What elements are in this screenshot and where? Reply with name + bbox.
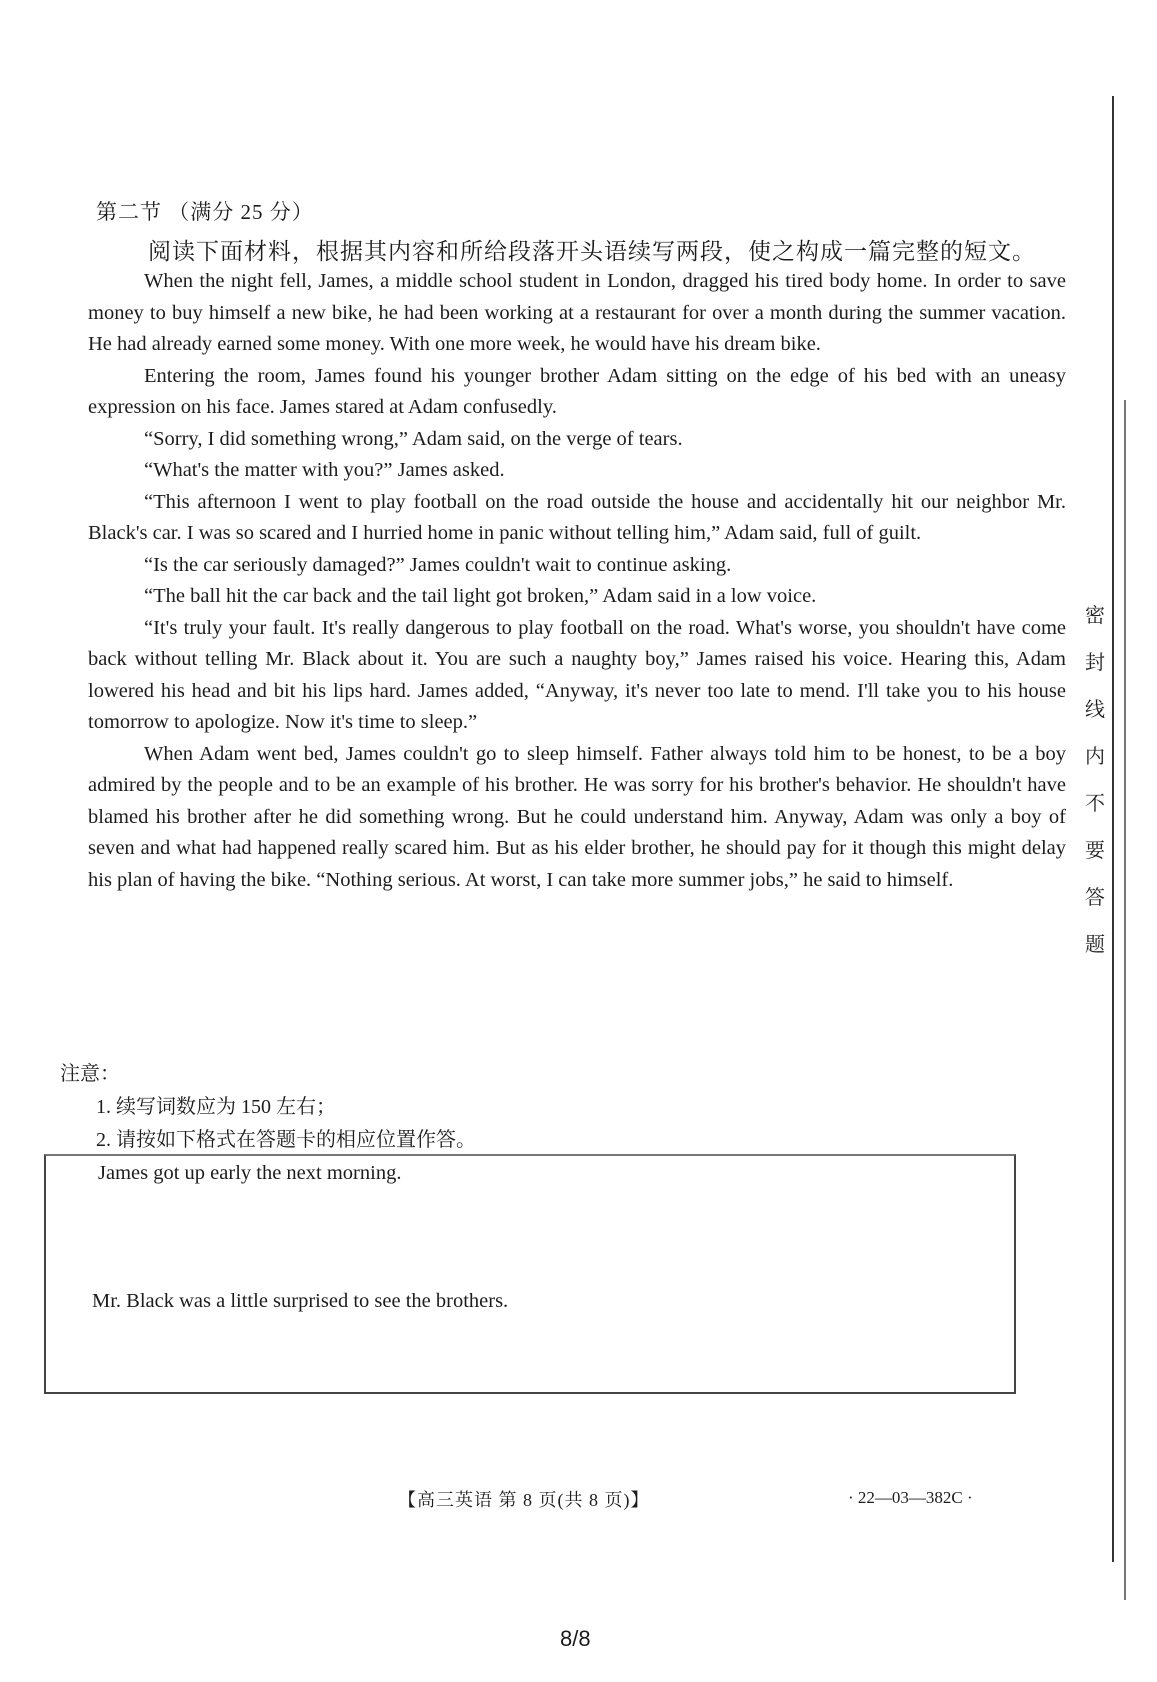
notes-section (60, 1058, 476, 1157)
reading-passage (88, 266, 1066, 896)
passage-paragraph: “What's the matter with you?” James asked. (144, 459, 505, 481)
answer-box (44, 1154, 1016, 1394)
passage-paragraph: When the night fell, James, a middle school student in London, dragged his tired body home. In order to save money to buy himself a new bike, he had been working at a restaurant for over a month during the summer vacation. He had already earned some money. With one more week, he would have his dream bike. (88, 270, 1066, 355)
footer-code: · 22—03—382C · (848, 1488, 973, 1507)
footer-page-label: 【高三英语 第 8 页(共 8 页)】 (398, 1490, 650, 1510)
section-heading: 第二节 （满分 25 分） (96, 200, 314, 224)
binding-char: 密 (1085, 603, 1105, 627)
note-item: 2. 请按如下格式在答题卡的相应位置作答。 (96, 1129, 476, 1151)
binding-char: 封 (1085, 650, 1105, 674)
binding-margin-text (1080, 592, 1110, 968)
paragraph-starter-2: Mr. Black was a little surprised to see the brothers. (92, 1290, 509, 1312)
note-item: 1. 续写词数应为 150 左右； (96, 1096, 336, 1118)
passage-paragraph: “Sorry, I did something wrong,” Adam said, on the verge of tears. (144, 427, 683, 450)
passage-paragraph: “It's truly your fault. It's really dangerous to play football on the road. What's worse, you shouldn't have come back without telling Mr. Black about it. You are such a naughty boy,” James raised his voice. Hearing this, Adam lowered his head and bit his lips hard. James added, “Anyway, it's never too late to mend. I'll take you to his house tomorrow to apologize. Now it's time to sleep.” (88, 616, 1066, 733)
passage-paragraph: “Is the car seriously damaged?” James couldn't wait to continue asking. (144, 553, 732, 576)
binding-tick-line (1124, 400, 1126, 1600)
binding-char: 题 (1085, 932, 1105, 956)
binding-line (1112, 96, 1114, 1562)
binding-char: 线 (1085, 697, 1105, 721)
binding-char: 内 (1085, 744, 1105, 768)
passage-paragraph: Entering the room, James found his younger brother Adam sitting on the edge of his bed with an uneasy expression on his face. James stared at Adam confusedly. (88, 364, 1066, 418)
passage-paragraph: When Adam went bed, James couldn't go to sleep himself. Father always told him to be honest, to be a boy admired by the people and to be an example of his brother. He was sorry for his brother's behavior. He shouldn't have blamed his brother after he did something wrong. But he could understand him. Anyway, Adam was only a boy of seven and what had happened really scared him. But as his elder brother, he should pay for it though this might delay his plan of having the bike. “Nothing serious. At worst, I can take more summer jobs,” he said to himself. (88, 742, 1066, 891)
notes-title: 注意： (60, 1063, 120, 1085)
passage-paragraph: “The ball hit the car back and the tail light got broken,” Adam said in a low voice. (144, 585, 817, 607)
page-counter: 8/8 (560, 1626, 591, 1651)
binding-char: 不 (1085, 791, 1105, 815)
binding-char: 答 (1085, 885, 1105, 909)
binding-char: 要 (1085, 838, 1105, 862)
passage-paragraph: “This afternoon I went to play football on the road outside the house and accidentally hit our neighbor Mr. Black's car. I was so scared and I hurried home in panic without telling him,” Adam said, full of guilt. (88, 490, 1066, 544)
paragraph-starter-1: James got up early the next morning. (98, 1162, 402, 1184)
section-instruction: 阅读下面材料，根据其内容和所给段落开头语续写两段，使之构成一篇完整的短文。 (148, 239, 1036, 264)
